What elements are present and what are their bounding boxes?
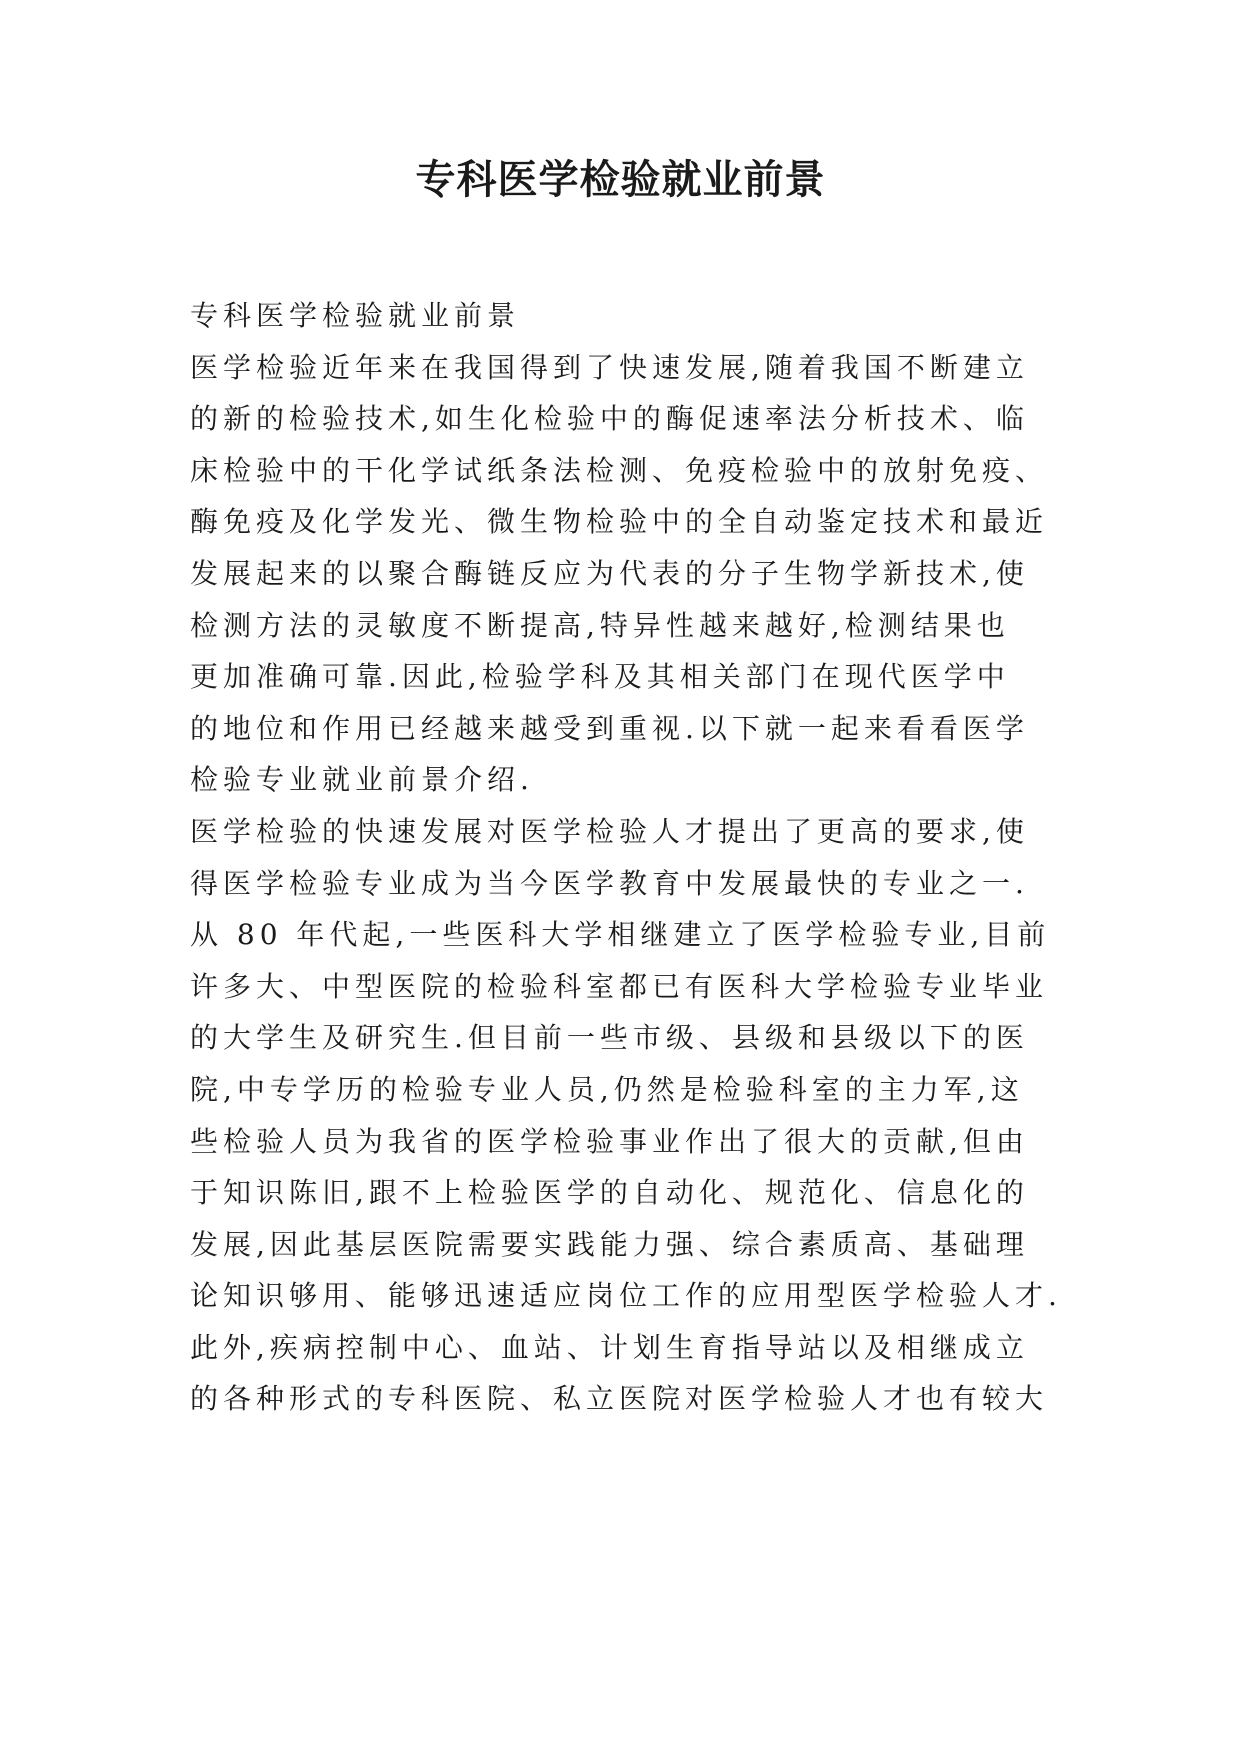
body-line: 发展,因此基层医院需要实践能力强、综合素质高、基础理 (190, 1227, 1029, 1261)
body-line: 的大学生及研究生.但目前一些市级、县级和县级以下的医 (190, 1021, 1029, 1055)
body-line: 专科医学检验就业前景 (190, 299, 521, 332)
body-line: 的各种形式的专科医院、私立医院对医学检验人才也有较大 (190, 1382, 1049, 1416)
document-body (190, 290, 1070, 1425)
body-line: 于知识陈旧,跟不上检验医学的自动化、规范化、信息化的 (190, 1176, 1029, 1210)
body-line: 得医学检验专业成为当今医学教育中发展最快的专业之一. (190, 866, 1029, 900)
document-title: 专科医学检验就业前景 (415, 157, 826, 203)
body-line: 发展起来的以聚合酶链反应为代表的分子生物学新技术,使 (190, 556, 1029, 590)
body-line: 更加准确可靠.因此,检验学科及其相关部门在现代医学中 (190, 660, 1010, 694)
body-line: 的地位和作用已经越来越受到重视.以下就一起来看看医学 (190, 711, 1029, 745)
body-line: 此外,疾病控制中心、血站、计划生育指导站以及相继成立 (190, 1330, 1029, 1364)
body-line: 床检验中的干化学试纸条法检测、免疫检验中的放射免疫、 (190, 453, 1049, 487)
body-line: 许多大、中型医院的检验科室都已有医科大学检验专业毕业 (190, 969, 1049, 1003)
body-line: 的新的检验技术,如生化检验中的酶促速率法分析技术、临 (190, 402, 1029, 436)
body-line: 从 80 年代起,一些医科大学相继建立了医学检验专业,目前 (190, 918, 1051, 952)
body-line: 院,中专学历的检验专业人员,仍然是检验科室的主力军,这 (190, 1072, 1024, 1106)
body-line: 酶免疫及化学发光、微生物检验中的全自动鉴定技术和最近 (190, 505, 1049, 539)
body-line: 检验专业就业前景介绍. (190, 763, 534, 797)
body-line: 医学检验近年来在我国得到了快速发展,随着我国不断建立 (190, 350, 1029, 384)
body-line: 些检验人员为我省的医学检验事业作出了很大的贡献,但由 (190, 1124, 1029, 1158)
body-line: 检测方法的灵敏度不断提高,特异性越来越好,检测结果也 (190, 608, 1010, 642)
body-line: 医学检验的快速发展对医学检验人才提出了更高的要求,使 (190, 814, 1029, 848)
body-line: 论知识够用、能够迅速适应岗位工作的应用型医学检验人才. (190, 1279, 1062, 1313)
